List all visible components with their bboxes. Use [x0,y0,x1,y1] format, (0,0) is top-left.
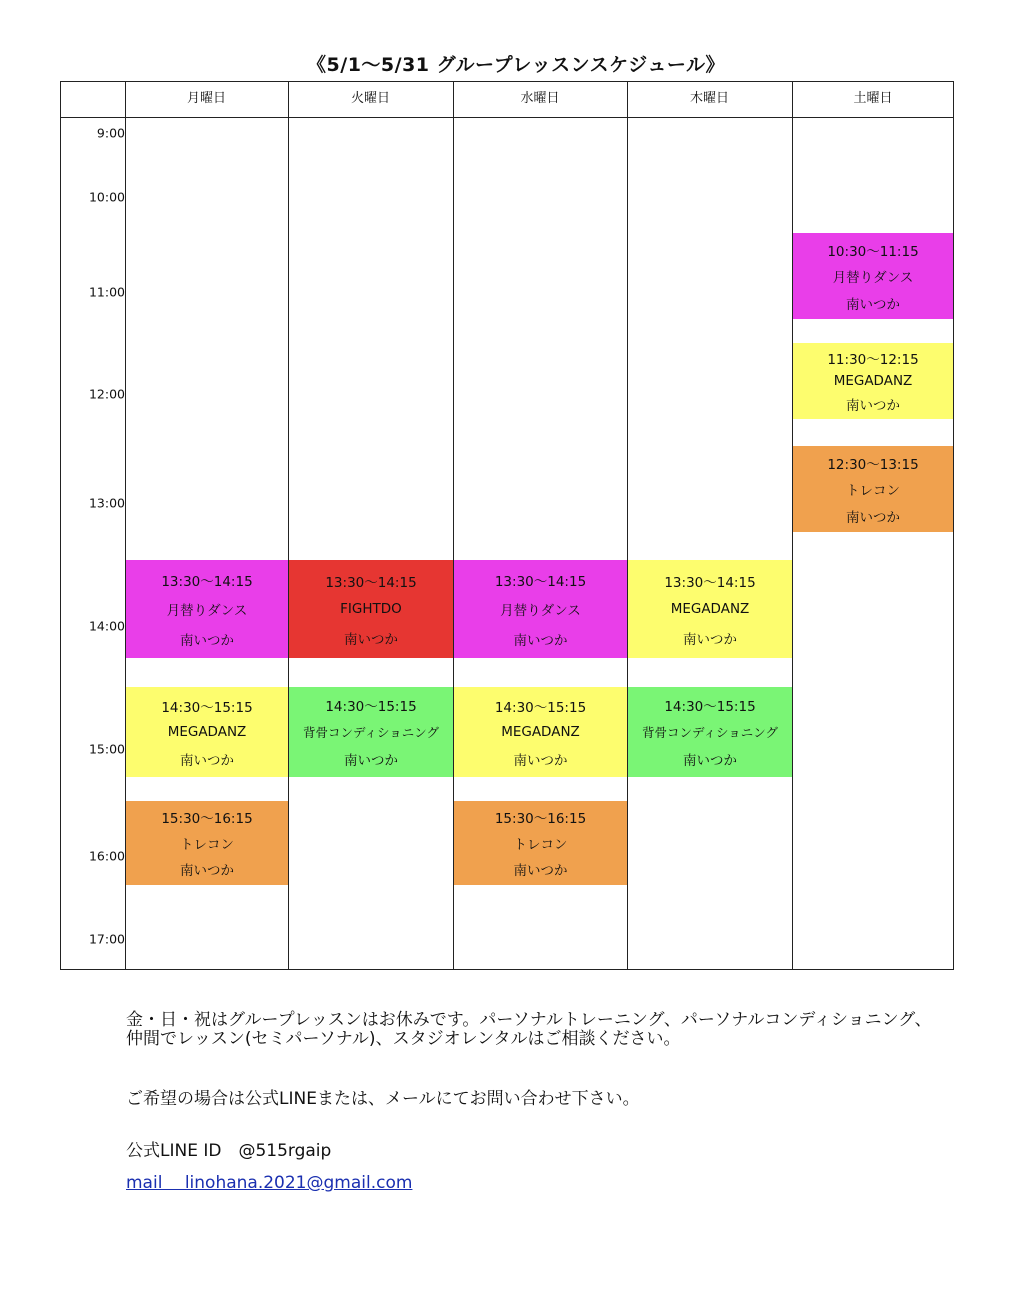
time-label: 14:00 [88,618,125,634]
day-header-monday: 月曜日 [186,91,226,106]
column-divider [627,81,628,970]
lesson-block[interactable] [628,687,792,777]
lesson-instructor: 南いつか [846,509,900,526]
mail-link[interactable]: mail linohana.2021@gmail.com [126,1173,413,1193]
time-label: 16:00 [88,848,125,864]
lesson-time: 13:30〜14:15 [664,574,756,591]
header-divider [60,117,954,118]
lesson-name: MEGADANZ [501,724,580,740]
time-label: 10:00 [88,189,125,205]
lesson-instructor: 南いつか [513,752,568,769]
lesson-name: FIGHTDO [340,601,402,617]
day-header-saturday: 土曜日 [853,91,893,106]
lesson-block[interactable] [793,343,953,419]
lesson-time: 10:30〜11:15 [827,243,919,260]
day-header-tuesday: 火曜日 [350,91,390,106]
lesson-instructor: 南いつか [180,632,234,649]
time-label: 15:00 [88,741,125,757]
lesson-instructor: 南いつか [180,752,234,769]
lesson-time: 15:30〜16:15 [494,811,587,827]
time-label: 17:00 [88,931,125,947]
lesson-time: 13:30〜14:15 [494,573,587,590]
lesson-name: 月替りダンス [166,603,248,619]
lesson-name: 背骨コンディショニング [641,725,778,740]
lesson-block[interactable] [126,687,288,777]
day-header-thursday: 木曜日 [689,91,729,106]
lesson-name: 背骨コンディショニング [302,725,439,740]
lesson-block[interactable] [126,801,288,885]
lesson-block[interactable] [454,560,627,658]
lesson-time: 14:30〜15:15 [161,699,253,716]
lesson-block[interactable] [454,801,627,885]
lesson-block[interactable] [793,446,953,532]
closed-days-note: 金・日・祝はグループレッスンはお休みです。パーソナルトレーニング、パーソナルコンディショニング、仲間でレッスン(セミパーソナル)、スタジオレンタルはご相談ください。 [126,1010,932,1049]
lesson-name: トレコン [180,837,234,853]
lesson-time: 12:30〜13:15 [827,456,919,473]
lesson-instructor: 南いつか [683,631,737,648]
lesson-instructor: 南いつか [846,398,900,414]
lesson-name: MEGADANZ [833,373,913,389]
time-label: 12:00 [88,386,125,402]
lesson-time: 13:30〜14:15 [161,573,253,590]
lesson-block[interactable] [793,233,953,319]
lesson-instructor: 南いつか [344,753,398,769]
lesson-instructor: 南いつか [344,631,398,648]
lesson-name: トレコン [513,837,568,853]
lesson-name: 月替りダンス [500,603,581,619]
lesson-name: 月替りダンス [832,270,914,286]
lesson-block[interactable] [628,560,792,658]
lesson-time: 13:30〜14:15 [325,574,417,591]
lesson-time: 14:30〜15:15 [325,699,417,715]
lesson-time: 14:30〜15:15 [494,699,587,716]
time-label: 11:00 [88,284,125,300]
lesson-name: トレコン [846,483,900,499]
contact-note: ご希望の場合は公式LINEまたは、メールにてお問い合わせ下さい。 [126,1089,640,1109]
lesson-instructor: 南いつか [513,863,568,879]
day-header-wednesday: 水曜日 [520,91,560,106]
lesson-name: MEGADANZ [167,724,247,740]
lesson-time: 11:30〜12:15 [827,352,919,368]
lesson-instructor: 南いつか [180,863,234,879]
line-id: 公式LINE ID @515rgaip [126,1141,332,1161]
lesson-name: MEGADANZ [670,601,750,617]
lesson-block[interactable] [289,687,453,777]
column-divider [288,81,289,970]
page-title: 《5/1〜5/31 グループレッスンスケジュール》 [307,54,725,76]
lesson-block[interactable] [126,560,288,658]
time-label: 13:00 [88,495,125,511]
time-label: 9:00 [96,125,125,141]
lesson-block[interactable] [289,560,453,658]
lesson-instructor: 南いつか [846,296,900,313]
lesson-time: 15:30〜16:15 [161,811,253,827]
lesson-time: 14:30〜15:15 [664,699,756,715]
lesson-instructor: 南いつか [513,632,568,649]
lesson-instructor: 南いつか [683,753,737,769]
lesson-block[interactable] [454,687,627,777]
